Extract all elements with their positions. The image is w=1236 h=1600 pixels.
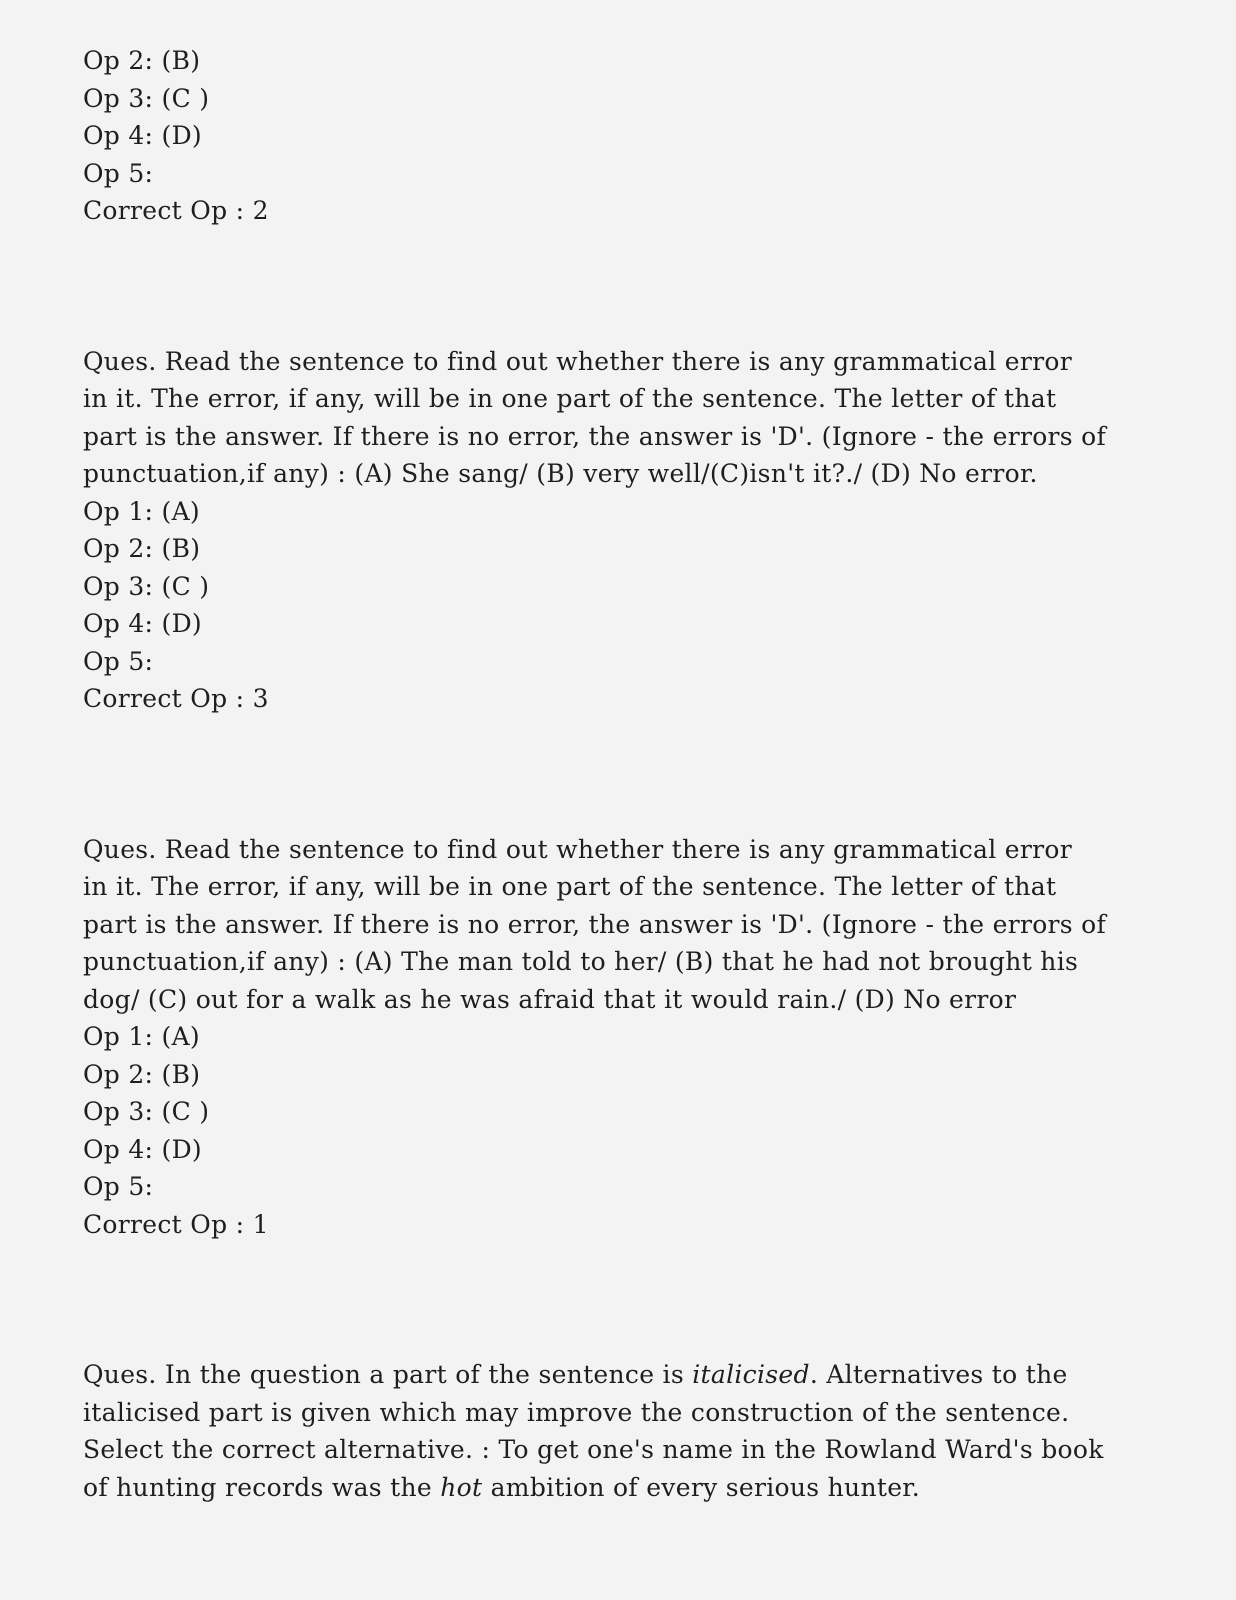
option-3: Op 3: (C )	[83, 1097, 210, 1126]
option-3: Op 3: (C )	[83, 83, 210, 113]
option-5: Op 5:	[83, 158, 154, 188]
question-line: in it. The error, if any, will be in one part of the sentence. The letter of that	[83, 872, 1057, 901]
correct-option: Correct Op : 2	[83, 196, 269, 225]
option-4: Op 4: (D)	[83, 609, 202, 638]
option-2: Op 2: (B)	[83, 534, 201, 563]
option-3: Op 3: (C )	[83, 571, 210, 601]
correct-option: Correct Op : 3	[83, 684, 269, 713]
option-4: Op 4: (D)	[83, 121, 202, 150]
italic-text: italicised	[692, 1360, 810, 1389]
question-text: . Alternatives to the	[809, 1360, 1068, 1389]
option-5: Op 5:	[83, 646, 154, 676]
question-line: punctuation,if any) : (A) She sang/ (B) very well/(C)isn't it?./ (D) No error.	[83, 459, 1038, 488]
correct-option: Correct Op : 1	[83, 1209, 269, 1239]
spacer	[83, 230, 1173, 343]
question-tail	[83, 42, 1173, 230]
question-line: punctuation,if any) : (A) The man told to her/ (B) that he had not brought his	[83, 947, 1079, 976]
question-text: Ques. In the question a part of the sentence is	[83, 1360, 693, 1389]
question-block	[83, 343, 1173, 718]
question-line: part is the answer. If there is no error, the answer is 'D'. (Ignore - the errors of	[83, 421, 1107, 451]
option-2: Op 2: (B)	[83, 1059, 201, 1089]
spacer	[83, 718, 1173, 831]
question-line: in it. The error, if any, will be in one part of the sentence. The letter of that	[83, 384, 1057, 413]
question-line: part is the answer. If there is no error, the answer is 'D'. (Ignore - the errors of	[83, 909, 1107, 939]
question-line: Ques. Read the sentence to find out whether there is any grammatical error	[83, 346, 1072, 376]
option-5: Op 5:	[83, 1172, 154, 1201]
spacer	[83, 1243, 1173, 1356]
italic-text: hot	[440, 1472, 483, 1502]
document-page	[83, 42, 1173, 1506]
question-line: Ques. Read the sentence to find out whether there is any grammatical error	[83, 834, 1072, 864]
question-text: of hunting records was the	[83, 1472, 441, 1502]
question-line: italicised part is given which may improve the construction of the sentence.	[83, 1397, 1070, 1427]
option-1: Op 1: (A)	[83, 496, 200, 526]
question-line: Select the correct alternative. : To get one's name in the Rowland Ward's book	[83, 1435, 1104, 1464]
question-text: ambition of every serious hunter.	[482, 1472, 921, 1502]
option-1: Op 1: (A)	[83, 1022, 200, 1051]
option-4: Op 4: (D)	[83, 1134, 202, 1164]
question-block	[83, 1356, 1173, 1506]
option-2: Op 2: (B)	[83, 46, 201, 75]
question-line	[83, 1356, 1173, 1394]
question-line: dog/ (C) out for a walk as he was afraid that it would rain./ (D) No error	[83, 984, 1017, 1014]
question-line	[83, 1469, 1173, 1507]
question-block	[83, 831, 1173, 1244]
